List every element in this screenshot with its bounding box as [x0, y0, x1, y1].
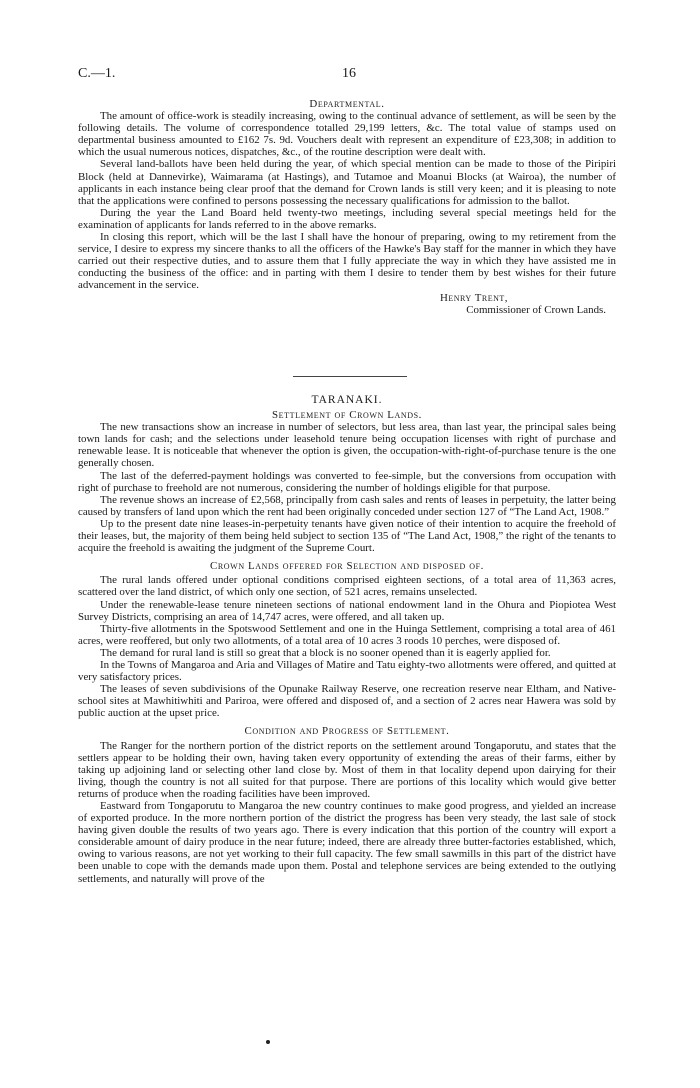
report-code: C.—1. — [78, 66, 116, 81]
signature-name: Henry Trent, — [440, 291, 508, 304]
signature-title: Commissioner of Crown Lands. — [466, 303, 606, 316]
section-divider — [293, 376, 407, 377]
region-heading: TARANAKI. — [311, 394, 383, 406]
taranaki-section — [78, 394, 616, 885]
departmental-section — [78, 98, 616, 316]
paragraph: The leases of seven subdivisions of the Opunake Railway Reserve, one recreation reserve near Eltham, and Native-school sites at Mawhitiwhiti and Pariroa, were offered and disposed of, and a section of 2 acres near Hawera was sold by public auction at the upset price. — [78, 683, 616, 720]
paragraph: Thirty-five allotments in the Spotswood Settlement and one in the Huinga Settlement, comprising a total area of 461 acres, were reoffered, but only two allotments, of a total area of 10 acres 3 roods 10 perches, were disposed of. — [78, 622, 616, 647]
paragraph: The revenue shows an increase of £2,568, principally from cash sales and rents of leases in perpetuity, the latter being caused by transfers of land upon which the rent had been originally conceded under section 127 of “The Land Act, 1908.” — [78, 493, 616, 518]
departmental-heading: Departmental. — [309, 98, 385, 110]
progress-heading: Condition and Progress of Settlement. — [244, 725, 450, 738]
paragraph: Eastward from Tongaporutu to Mangaroa the new country continues to make good progress, and yielded an increase of exported produce. In the more northern portion of the district the progress has been very steady, the last sale of stock having given double the results of two years ago. There is every indication that this portion of the country will export a considerable amount of dairy produce in the near future; indeed, there are already three butter-factories established, which, owing to various reasons, are not yet working to their full capacity. The few small sawmills in this part of the district have been unable to cope with the demands made upon them. Postal and telephone services are being extended to the outlying settlements, and naturally will prove of the — [78, 800, 616, 885]
paragraph: The last of the deferred-payment holdings was converted to fee-simple, but the conversions from occupation with right of purchase to freehold are not numerous, considering the number of holdings eligible for that purpose. — [78, 469, 616, 494]
offered-heading: Crown Lands offered for Selection and disposed of. — [210, 560, 484, 573]
signature-block — [78, 292, 616, 316]
print-mark — [266, 1040, 270, 1044]
paragraph: Under the renewable-lease tenure nineteen sections of national endowment land in the Ohura and Piopiotea West Survey Districts, comprising an area of 14,747 acres, were offered, and all taken up. — [78, 598, 616, 623]
paragraph: The amount of office-work is steadily increasing, owing to the continual advance of settlement, as will be seen by the following details. The volume of correspondence totalled 29,199 letters, &c. The total value of stamps used on departmental business amounted to £162 7s. 9d. Vouchers dealt with represent an expenditure of £23,308; in addition to which the usual numerous notices, dispatches, &c., of the routine description were dealt with. — [78, 110, 616, 159]
page-number: 16 — [342, 66, 356, 81]
paragraph: Up to the present date nine leases-in-perpetuity tenants have given notice of their intention to acquire the freehold of their leases, but, the majority of them being held subject to section 135 of “The Land Act, 1908,” the right of the tenants to acquire the freehold is awaiting the judgment of the Supreme Court. — [78, 517, 616, 555]
paragraph: In the Towns of Mangaroa and Aria and Villages of Matire and Tatu eighty-two allotments were offered, and quitted at very satisfactory prices. — [78, 658, 616, 684]
paragraph: The rural lands offered under optional conditions comprised eighteen sections, of a total area of 11,363 acres, scattered over the land district, of which only one section, of 521 acres, remains unselected. — [78, 574, 616, 599]
paragraph: Several land-ballots have been held during the year, of which special mention can be made to those of the Piripiri Block (held at Dannevirke), Waimarama (at Hastings), and Tutamoe and Moanui Blocks (at Wairoa), the number of applicants in each instance being clear proof that the demand for Crown lands is still very keen; and it is pleasing to note that the applications were confined to persons possessing the necessary qualifications for admission to the ballot. — [78, 158, 616, 207]
settlement-heading: Settlement of Crown Lands. — [271, 409, 422, 422]
paragraph: The Ranger for the northern portion of the district reports on the settlement around Tongaporutu, and states that the settlers appear to be holding their own, having taken every opportunity of extending the areas of their farms, either by taking up adjoining land or selecting other land close by. Most of them in that locality depend upon dairying for their living, though the country is not all suited for that purpose. There are portions of this locality which would give better returns of produce when the roading facilities have been improved. — [78, 739, 616, 800]
paragraph: In closing this report, which will be the last I shall have the honour of preparing, owing to my retirement from the service, I desire to express my sincere thanks to all the officers of the Hawke's Bay staff for the manner in which they have carried out their respective duties, and to assure them that I fully appreciate the way in which they have assisted me in conducting the business of the office: and in parting with them I desire to tender them by best wishes for their future advancement in the service. — [78, 231, 616, 292]
paragraph: The new transactions show an increase in number of selectors, but less area, than last year, the principal sales being town lands for cash; and the selections under leasehold tenure being occupation licenses with right of purchase and renewable lease. It is noticeable that whenever the option is given, the occupation-with-right-of-purchase tenure is the one generally chosen. — [78, 421, 616, 470]
paragraph: The demand for rural land is still so great that a block is no sooner opened than it is eagerly applied for. — [100, 646, 551, 659]
paragraph: During the year the Land Board held twenty-two meetings, including several special meetings held for the examination of applicants for lands referred to in the above remarks. — [78, 206, 616, 231]
